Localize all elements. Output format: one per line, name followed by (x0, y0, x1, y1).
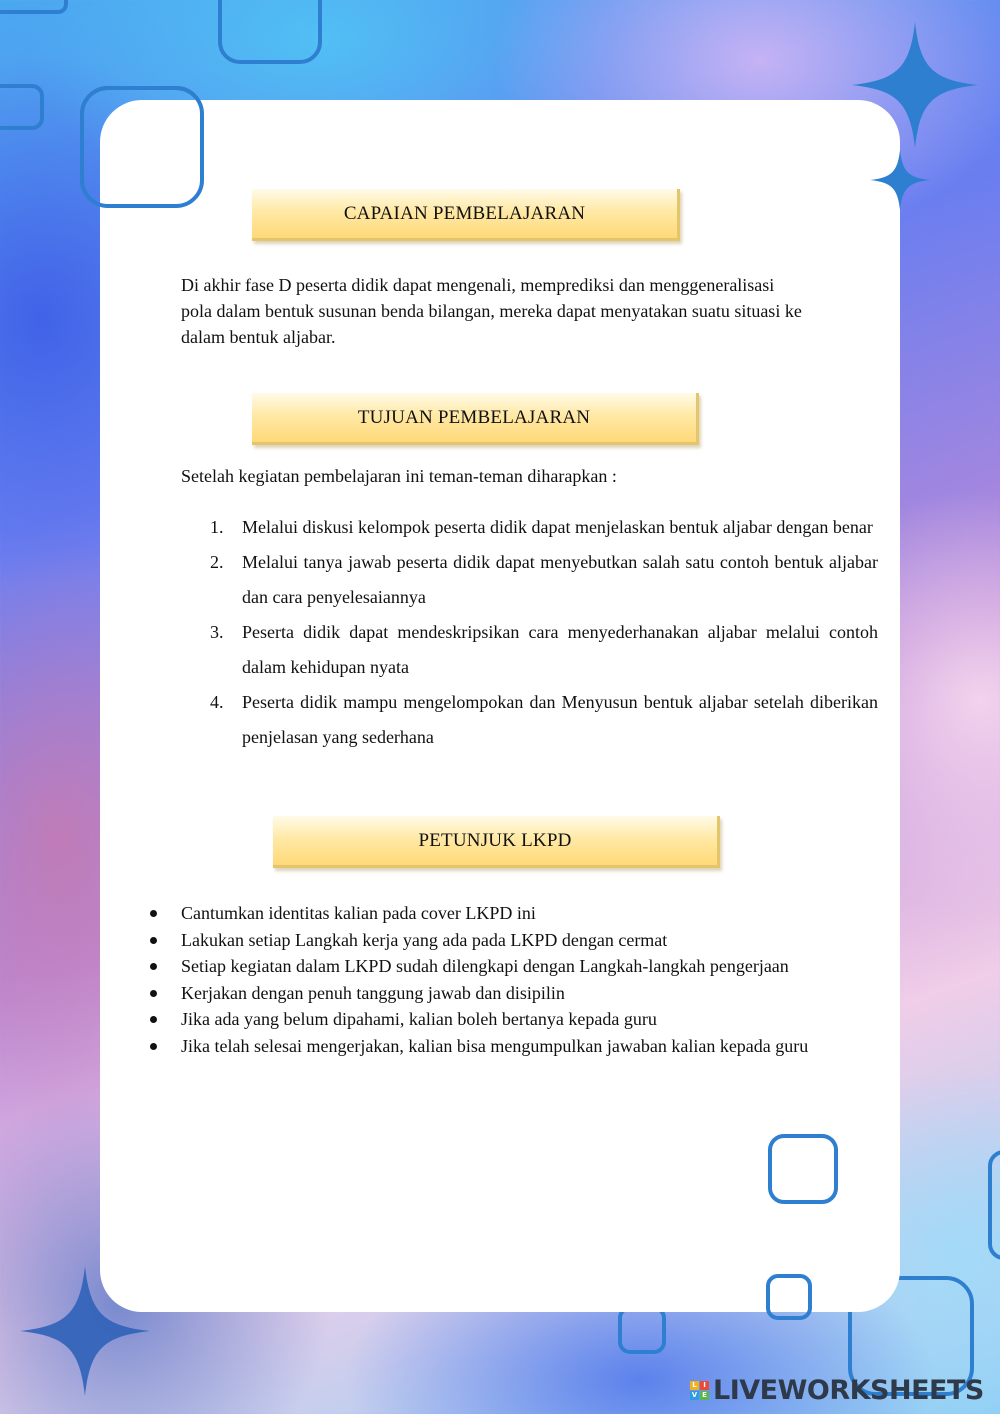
badge-letter-i: I (700, 1381, 709, 1390)
bullet-icon (150, 1016, 157, 1023)
list-item-text: Cantumkan identitas kalian pada cover LKPD ini (181, 903, 536, 923)
list-item-text: Melalui tanya jawab peserta didik dapat menyebutkan salah satu contoh bentuk aljabar dan cara penyelesaiannya (242, 552, 878, 607)
list-item-number: 4. (210, 692, 224, 712)
list-item (148, 927, 868, 954)
list-item-text: Lakukan setiap Langkah kerja yang ada pada LKPD dengan cermat (181, 929, 668, 950)
decor-square-card-left (80, 86, 204, 208)
petunjuk-list (148, 900, 868, 1059)
capaian-heading: CAPAIAN PEMBELAJARAN (252, 189, 680, 241)
list-item-text: Jika ada yang belum dipahami, kalian boleh bertanya kepada guru (181, 1009, 657, 1029)
tujuan-intro: Setelah kegiatan pembelajaran ini teman-teman diharapkan : (181, 466, 617, 486)
capaian-line-1: Di akhir fase D peserta didik dapat mengenali, memprediksi dan menggeneralisasi (181, 275, 775, 295)
decor-square-card-bottom-right (768, 1134, 838, 1204)
list-item (210, 615, 878, 685)
list-item (210, 545, 878, 615)
decor-square-bottom-center (618, 1306, 666, 1354)
petunjuk-heading: PETUNJUK LKPD (273, 816, 720, 868)
badge-letter-e: E (700, 1391, 709, 1400)
list-item (210, 685, 878, 755)
list-item (148, 953, 868, 980)
capaian-line-3: dalam bentuk aljabar. (181, 327, 336, 347)
decor-square-top-left-small (0, 0, 68, 14)
list-item-number: 3. (210, 622, 224, 642)
bullet-icon (150, 937, 157, 944)
liveworksheets-logo[interactable] (690, 1374, 984, 1406)
list-item (148, 1006, 868, 1033)
sparkle-small-icon (870, 150, 930, 210)
liveworksheets-badge-icon (690, 1381, 709, 1400)
badge-letter-v: V (691, 1390, 698, 1399)
list-item (210, 510, 878, 545)
decor-square-left (0, 84, 44, 130)
decor-square-right-edge (988, 1150, 1000, 1260)
list-item-number: 2. (210, 552, 224, 572)
bullet-icon (150, 910, 157, 917)
sparkle-bottom-left-icon (20, 1266, 150, 1396)
badge-letter-l: L (690, 1381, 699, 1390)
list-item-number: 1. (210, 517, 224, 537)
list-item-text: Peserta didik mampu mengelompokan dan Menyusun bentuk aljabar setelah diberikan penjelasan yang sederhana (242, 692, 878, 747)
list-item (148, 1033, 871, 1060)
list-item-text: Melalui diskusi kelompok peserta didik dapat menjelaskan bentuk aljabar dengan benar (242, 517, 873, 537)
tujuan-heading: TUJUAN PEMBELAJARAN (252, 393, 699, 445)
decor-square-top-center (218, 0, 322, 64)
decor-square-card-bottom-small (766, 1274, 812, 1320)
list-item-text: Peserta didik dapat mendeskripsikan cara menyederhanakan aljabar melalui contoh dalam kehidupan nyata (242, 622, 878, 677)
list-item-text: Jika telah selesai mengerjakan, kalian bisa mengumpulkan jawaban kalian kepada guru (181, 1035, 809, 1056)
tujuan-list (210, 510, 878, 755)
capaian-line-2: pola dalam bentuk susunan benda bilangan, mereka dapat menyatakan suatu situasi ke (181, 301, 802, 321)
list-item-text: Kerjakan dengan penuh tanggung jawab dan disipilin (181, 982, 565, 1003)
sparkle-large-icon (852, 22, 978, 148)
list-item-text: Setiap kegiatan dalam LKPD sudah dilengkapi dengan Langkah-langkah pengerjaan (181, 956, 789, 976)
liveworksheets-wordmark: LIVEWORKSHEETS (713, 1374, 984, 1406)
list-item (148, 900, 868, 927)
bullet-icon (150, 1043, 157, 1050)
bullet-icon (150, 963, 157, 970)
capaian-paragraph (181, 272, 881, 350)
list-item (148, 980, 868, 1007)
bullet-icon (150, 990, 157, 997)
